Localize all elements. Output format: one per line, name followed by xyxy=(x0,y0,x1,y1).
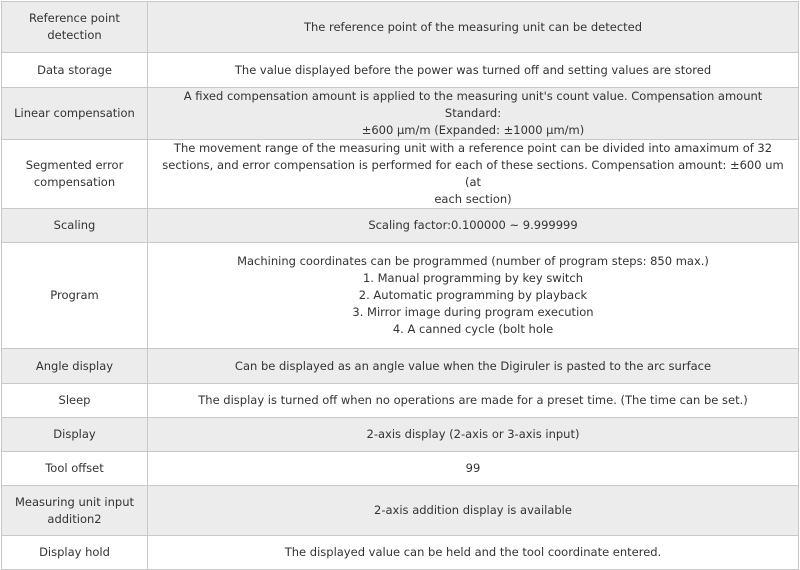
value-line: Scaling factor:0.100000 ~ 9.999999 xyxy=(368,218,578,232)
label-line: Segmented error xyxy=(25,158,124,172)
label-line: Linear compensation xyxy=(14,106,135,120)
table-row xyxy=(2,243,799,349)
value-line: 2-axis display (2-axis or 3-axis input) xyxy=(366,427,580,441)
row-label xyxy=(2,486,148,536)
row-value xyxy=(148,452,799,486)
row-value xyxy=(148,536,799,570)
label-line: compensation xyxy=(33,175,116,189)
table-row xyxy=(2,418,799,452)
row-value xyxy=(148,418,799,452)
value-line: 2-axis addition display is available xyxy=(374,503,572,517)
value-line: The value displayed before the power was turned off and setting values are stored xyxy=(234,62,712,77)
table-row xyxy=(2,209,799,243)
row-value xyxy=(148,88,799,140)
value-line: Machining coordinates can be programmed (number of program steps: 850 max.) xyxy=(237,254,709,268)
value-line: The display is turned off when no operations are made for a preset time. (The time can be set.) xyxy=(198,393,748,407)
row-label xyxy=(2,2,148,53)
table-row xyxy=(2,88,799,140)
row-value xyxy=(148,384,799,418)
label-line: Scaling xyxy=(53,218,96,232)
value-line: The movement range of the measuring unit with a reference point can be divided into amaximum of 32 xyxy=(173,141,773,155)
value-line: 1. Manual programming by key switch xyxy=(362,271,584,285)
value-line: ±600 μm/m (Expanded: ±1000 μm/m) xyxy=(361,123,585,137)
table-row xyxy=(2,536,799,570)
label-line: addition2 xyxy=(47,511,102,526)
row-value xyxy=(148,243,799,349)
row-value xyxy=(148,140,799,209)
label-line: Measuring unit input xyxy=(14,494,134,509)
value-line: 99 xyxy=(465,461,481,475)
spec-table-body xyxy=(2,2,799,570)
label-line: Data storage xyxy=(37,62,112,77)
table-row xyxy=(2,140,799,209)
table-row xyxy=(2,384,799,418)
table-row xyxy=(2,486,799,536)
label-line: Reference point xyxy=(29,11,120,25)
row-label xyxy=(2,243,148,349)
row-value xyxy=(148,209,799,243)
row-label xyxy=(2,349,148,384)
table-row xyxy=(2,349,799,384)
value-line: 3. Mirror image during program execution xyxy=(352,305,594,319)
table-row xyxy=(2,2,799,53)
value-line: A fixed compensation amount is applied to the measuring unit's count value. Compensation amount Standard: xyxy=(183,89,763,120)
row-label xyxy=(2,88,148,140)
table-row xyxy=(2,53,799,88)
table-row xyxy=(2,452,799,486)
label-line: Program xyxy=(50,288,99,302)
value-line: each section) xyxy=(434,192,512,206)
spec-table xyxy=(1,1,799,570)
row-value xyxy=(148,486,799,536)
row-label xyxy=(2,418,148,452)
label-line: Display xyxy=(53,427,96,441)
row-label xyxy=(2,140,148,209)
row-label xyxy=(2,53,148,88)
label-line: Sleep xyxy=(58,393,91,407)
row-label xyxy=(2,384,148,418)
value-line: 4. A canned cycle (bolt hole xyxy=(392,322,554,336)
value-line: Can be displayed as an angle value when the Digiruler is pasted to the arc surface xyxy=(234,358,712,373)
row-label xyxy=(2,209,148,243)
label-line: detection xyxy=(47,28,102,42)
value-line: The reference point of the measuring unit can be detected xyxy=(303,19,643,34)
row-label xyxy=(2,452,148,486)
row-value xyxy=(148,2,799,53)
row-value xyxy=(148,349,799,384)
value-line: 2. Automatic programming by playback xyxy=(358,288,588,302)
value-line: The displayed value can be held and the tool coordinate entered. xyxy=(284,545,662,559)
value-line: sections, and error compensation is performed for each of these sections. Compensation amount: ±600 um (at xyxy=(162,158,784,189)
label-line: Display hold xyxy=(39,545,110,559)
row-value xyxy=(148,53,799,88)
row-label xyxy=(2,536,148,570)
label-line: Angle display xyxy=(35,358,114,373)
label-line: Tool offset xyxy=(45,461,104,475)
